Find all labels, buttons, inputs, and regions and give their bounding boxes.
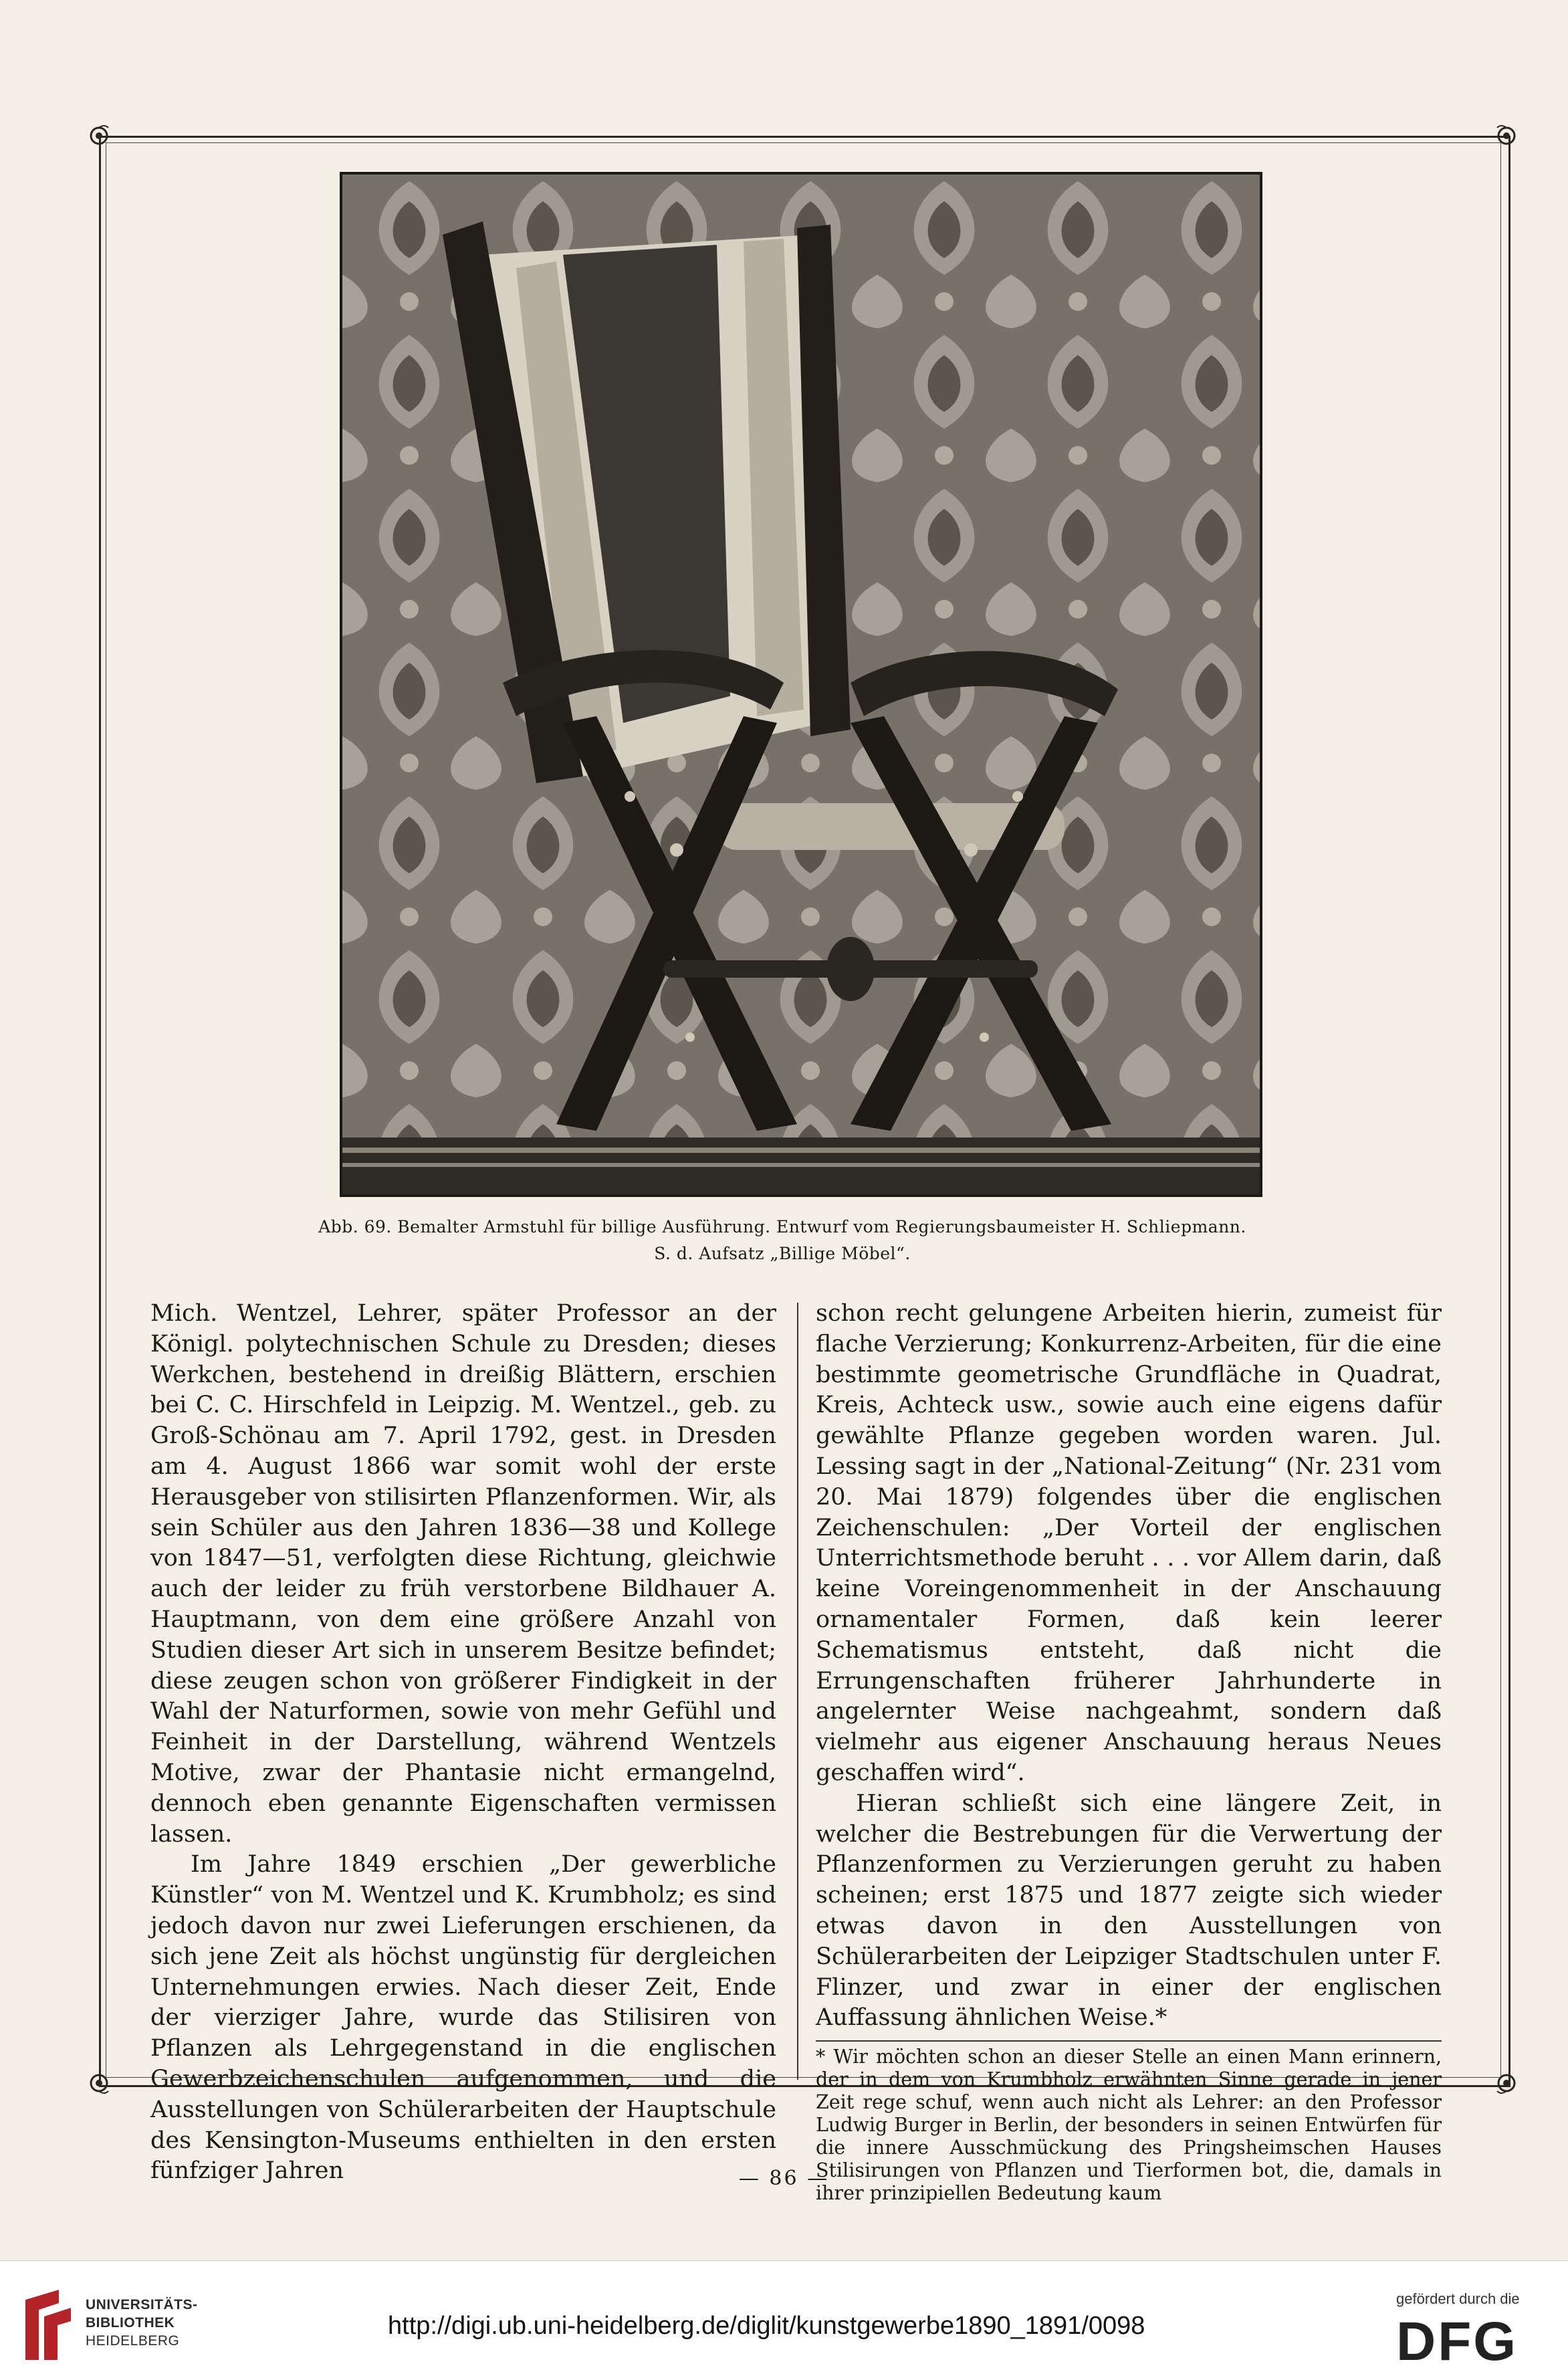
paragraph: schon recht gelungene Arbeiten hierin, zumeist für flache Verzierung; Konkurrenz-Arbeiten, für die eine bestimmte geometrische Grundfläche in Quadrat, Kreis, Achteck usw., sowie auch eine eigens dafür gewählte Pflanze gegeben worden waren. Jul. Lessing sagt in der „National-Zeitung“ (Nr. 231 vom 20. Mai 1879) folgendes über die englischen Zeichenschulen: „Der Vorteil der englischen Unterrichtsmethode beruht . . . vor Allem darin, daß keine Voreingenommenheit in der Anschauung ornamentaler Formen, daß kein leerer Schematismus entsteht, daß nicht die Errungenschaften früherer Jahrhunderte in angelernter Weise nachgeahmt, sondern daß vielmehr aus eigener Anschauung heraus Neues geschaffen wird“. bbox=[816, 1300, 1442, 1786]
corner-ornament-icon bbox=[1492, 2068, 1521, 2098]
caption-line-1: Abb. 69. Bemalter Armstuhl für billige Ausführung. Entwurf vom Regierungsbaumeister H. Schliepmann. bbox=[318, 1217, 1246, 1236]
left-column bbox=[150, 1299, 776, 2185]
caption-line-2: S. d. Aufsatz „Billige Möbel“. bbox=[654, 1244, 911, 1263]
dfg-logo: DFG bbox=[1396, 2311, 1519, 2372]
source-url-link[interactable]: http://digi.ub.uni-heidelberg.de/diglit/kunstgewerbe1890_1891/0098 bbox=[388, 2312, 1145, 2340]
figure-caption bbox=[174, 1214, 1391, 1267]
footnote: * Wir möchten schon an dieser Stelle an einen Mann erinnern, der in dem von Krumbholz erwähnten Sinne gerade in jener Zeit rege schuf, wenn auch nicht als Lehrer: an den Professor Ludwig Burger in Berlin, der besonders in seinen Entwürfen für die innere Ausschmückung des Pringsheimschen Hauses Stilisirungen von Pflanzen und Tierformen bot, die, damals in ihrer prinzipiellen Bedeutung kaum bbox=[816, 2040, 1442, 2205]
right-column bbox=[816, 1299, 1442, 2205]
corner-ornament-icon bbox=[1492, 121, 1521, 150]
library-name: UNIVERSITÄTS- BIBLIOTHEK HEIDELBERG bbox=[86, 2297, 198, 2349]
armchair-illustration bbox=[340, 172, 1262, 1197]
digitization-footer bbox=[0, 2260, 1568, 2380]
paragraph: Hieran schließt sich eine längere Zeit, in welcher die Bestrebungen für die Verwertung der Pflanzenformen zu Verzierungen geruht zu haben scheinen; erst 1875 und 1877 zeigte sich wieder etwas davon in den Ausstellungen von Schülerarbeiten der Leipziger Stadtschulen unter F. Flinzer, und zwar in einer der englischen Auffassung ähnlichen Weise.* bbox=[816, 1790, 1442, 2032]
column-divider bbox=[797, 1303, 798, 2080]
corner-ornament-icon bbox=[84, 2068, 114, 2098]
page-number: — 86 — bbox=[738, 2167, 830, 2190]
paragraph: Im Jahre 1849 erschien „Der gewerbliche Künstler“ von M. Wentzel und K. Krumbholz; es sind jedoch davon nur zwei Lieferungen erschienen, da sich jene Zeit als höchst ungünstig für dergleichen Unternehmungen erwies. Nach dieser Zeit, Ende der vierziger Jahre, wurde das Stilisiren von Pflanzen als Lehrgegenstand in die englischen Gewerbzeichenschulen aufgenommen, und die Ausstellungen von Schülerarbeiten der Hauptschule des Kensington-Museums enthielten in den ersten fünfziger Jahren bbox=[150, 1851, 776, 2185]
ub-heidelberg-logo-icon bbox=[19, 2286, 76, 2365]
paragraph: Mich. Wentzel, Lehrer, später Professor an der Königl. polytechnischen Schule zu Dresden; dieses Werkchen, bestehend in dreißig Blättern, erschien bei C. C. Hirschfeld in Leipzig. M. Wentzel., geb. zu Groß-Schönau am 7. April 1792, gest. in Dresden am 4. August 1866 war somit wohl der erste Herausgeber von stilisirten Pflanzenformen. Wir, als sein Schüler aus den Jahren 1836—38 und Kollege von 1847—51, verfolgten diese Richtung, gleichwie auch der leider zu früh verstorbene Bildhauer A. Hauptmann, von dem eine größere Anzahl von Studien dieser Art sich in unserem Besitze befindet; diese zeugen schon von größerer Findigkeit in der Wahl der Naturformen, sowie von mehr Gefühl und Feinheit in der Darstellung, während Wentzels Motive, zwar der Phantasie nicht ermangelnd, dennoch eben genannte Eigenschaften vermissen lassen. bbox=[150, 1300, 776, 1848]
sponsor-label: gefördert durch die bbox=[1396, 2290, 1520, 2307]
corner-ornament-icon bbox=[84, 121, 114, 150]
